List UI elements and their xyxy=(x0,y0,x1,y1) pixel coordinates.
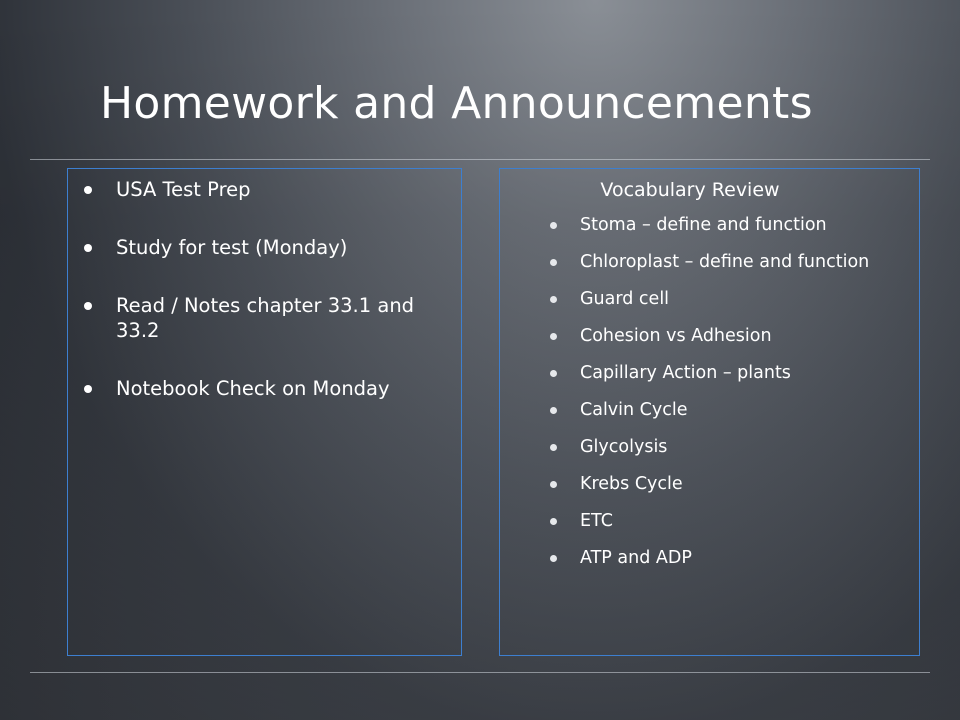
title-divider xyxy=(30,159,930,160)
homework-item: USA Test Prep xyxy=(78,177,448,202)
vocabulary-item: Stoma – define and function xyxy=(510,214,905,236)
bullet-icon xyxy=(550,259,557,266)
bullet-icon xyxy=(550,407,557,414)
bullet-icon xyxy=(550,370,557,377)
bullet-icon xyxy=(84,244,92,252)
vocabulary-item: Calvin Cycle xyxy=(510,399,905,421)
homework-panel xyxy=(67,168,462,656)
bullet-icon xyxy=(550,481,557,488)
vocabulary-panel xyxy=(499,168,920,656)
homework-list xyxy=(78,177,448,434)
vocabulary-heading: Vocabulary Review xyxy=(600,179,780,201)
homework-item: Notebook Check on Monday xyxy=(78,376,448,401)
vocabulary-item: ETC xyxy=(510,510,905,532)
vocabulary-item: Chloroplast – define and function xyxy=(510,251,905,273)
bullet-icon xyxy=(550,296,557,303)
bullet-icon xyxy=(84,385,92,393)
bullet-icon xyxy=(550,333,557,340)
bullet-icon xyxy=(550,444,557,451)
slide-title: Homework and Announcements xyxy=(100,78,813,129)
vocabulary-item: Krebs Cycle xyxy=(510,473,905,495)
bullet-icon xyxy=(550,555,557,562)
homework-item: Read / Notes chapter 33.1 and 33.2 xyxy=(78,293,448,343)
vocabulary-item: Guard cell xyxy=(510,288,905,310)
homework-item: Study for test (Monday) xyxy=(78,235,448,260)
bullet-icon xyxy=(84,302,92,310)
footer-divider xyxy=(30,672,930,673)
vocabulary-item: Cohesion vs Adhesion xyxy=(510,325,905,347)
vocabulary-item: Capillary Action – plants xyxy=(510,362,905,384)
bullet-icon xyxy=(550,222,557,229)
vocabulary-list xyxy=(510,214,905,584)
vocabulary-item: ATP and ADP xyxy=(510,547,905,569)
vocabulary-item: Glycolysis xyxy=(510,436,905,458)
bullet-icon xyxy=(84,186,92,194)
bullet-icon xyxy=(550,518,557,525)
